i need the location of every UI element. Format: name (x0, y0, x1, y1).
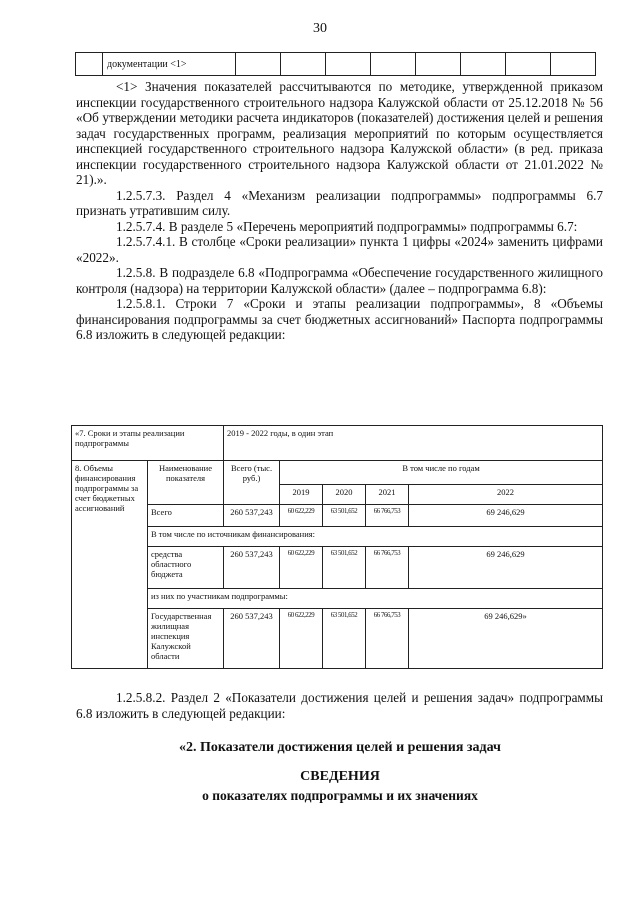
row-2022: 69 246,629 (409, 547, 603, 589)
row-2021: 66 766,753 (366, 505, 409, 527)
row-2019: 60 622,229 (280, 609, 323, 669)
section-heading: «2. Показатели достижения целей и решения задач (179, 740, 501, 755)
row7-value: 2019 - 2022 годы, в один этап (224, 426, 603, 461)
table-row (72, 547, 603, 589)
row-total: 260 537,243 (224, 609, 280, 669)
row-total: 260 537,243 (224, 505, 280, 527)
paragraph: 1.2.5.8. В подразделе 6.8 «Подпрограмма «Обеспечение государственного жилищного контроля (надзора) на территории Калужской области» (далее – подпрограмма 6.8): (76, 265, 603, 296)
row-total: 260 537,243 (224, 547, 280, 589)
paragraph: 1.2.5.7.4. В разделе 5 «Перечень мероприятий подпрограммы» подпрограммы 6.7: (116, 218, 578, 234)
col-header-years: В том числе по годам (280, 461, 603, 485)
body-text (76, 79, 603, 343)
row-2021: 66 766,753 (366, 609, 409, 669)
year-2022: 2022 (409, 485, 603, 505)
paragraph: 1.2.5.8.1. Строки 7 «Сроки и этапы реализации подпрограммы», 8 «Объемы финансирования подпрограммы за счет бюджетных ассигнований» Паспорта подпрограммы 6.8 изложить в следующей редакции: (76, 296, 603, 342)
paragraph: 1.2.5.7.4.1. В столбце «Сроки реализации» пункта 1 цифры «2024» заменить цифрами «2022». (76, 234, 603, 265)
col-header-total: Всего (тыс. руб.) (224, 461, 280, 505)
table-cell: документации <1> (103, 53, 236, 76)
row-2022: 69 246,629» (409, 609, 603, 669)
passport-table (71, 425, 603, 669)
year-2021: 2021 (366, 485, 409, 505)
table-row (72, 609, 603, 669)
row-2020: 63 501,652 (323, 505, 366, 527)
row-2020: 63 501,652 (323, 609, 366, 669)
previous-table-fragment (75, 52, 596, 76)
row7-label: «7. Сроки и этапы реализации подпрограммы (72, 426, 224, 461)
participants-header: из них по участникам подпрограммы: (148, 589, 603, 609)
svedeniya-subtitle: о показателях подпрограммы и их значениях (202, 788, 478, 803)
paragraph: 1.2.5.7.3. Раздел 4 «Механизм реализации подпрограммы» подпрограммы 6.7 признать утратившим силу. (76, 187, 603, 218)
year-2019: 2019 (280, 485, 323, 505)
page-number: 30 (313, 21, 327, 36)
sources-header: В том числе по источникам финансирования: (148, 527, 603, 547)
row-2022: 69 246,629 (409, 505, 603, 527)
year-2020: 2020 (323, 485, 366, 505)
row-name: Государственная жилищная инспекция Калужской области (148, 609, 224, 669)
row-name: средства областного бюджета (148, 547, 224, 589)
row-2021: 66 766,753 (366, 547, 409, 589)
paragraph: 1.2.5.8.2. Раздел 2 «Показатели достижения целей и решения задач» подпрограммы 6.8 изложить в следующей редакции: (76, 690, 603, 721)
row8-label: 8. Объемы финансирования подпрограммы за счет бюджетных ассигнований (72, 461, 148, 669)
row-2020: 63 501,652 (323, 547, 366, 589)
row-2019: 60 622,229 (280, 505, 323, 527)
row-2019: 60 622,229 (280, 547, 323, 589)
svedeniya-title: СВЕДЕНИЯ (300, 769, 380, 784)
footnote-paragraph: <1> Значения показателей рассчитываются по методике, утвержденной приказом инспекции государственного строительного надзора Калужской области от 25.12.2018 № 56 «Об утверждении методики расчета индикаторов (показателей) достижения целей и решения задач государственных программ, реализация мероприятий по которым осуществляется инспекцией государственного строительного надзора Калужской области» (в ред. приказа инспекции государственного строительного надзора Калужской области от 21.01.2022 № 21).». (76, 79, 603, 187)
table-row (72, 505, 603, 527)
col-header-name: Наименование показателя (148, 461, 224, 505)
after-table-text (76, 690, 603, 721)
row-name: Всего (148, 505, 224, 527)
